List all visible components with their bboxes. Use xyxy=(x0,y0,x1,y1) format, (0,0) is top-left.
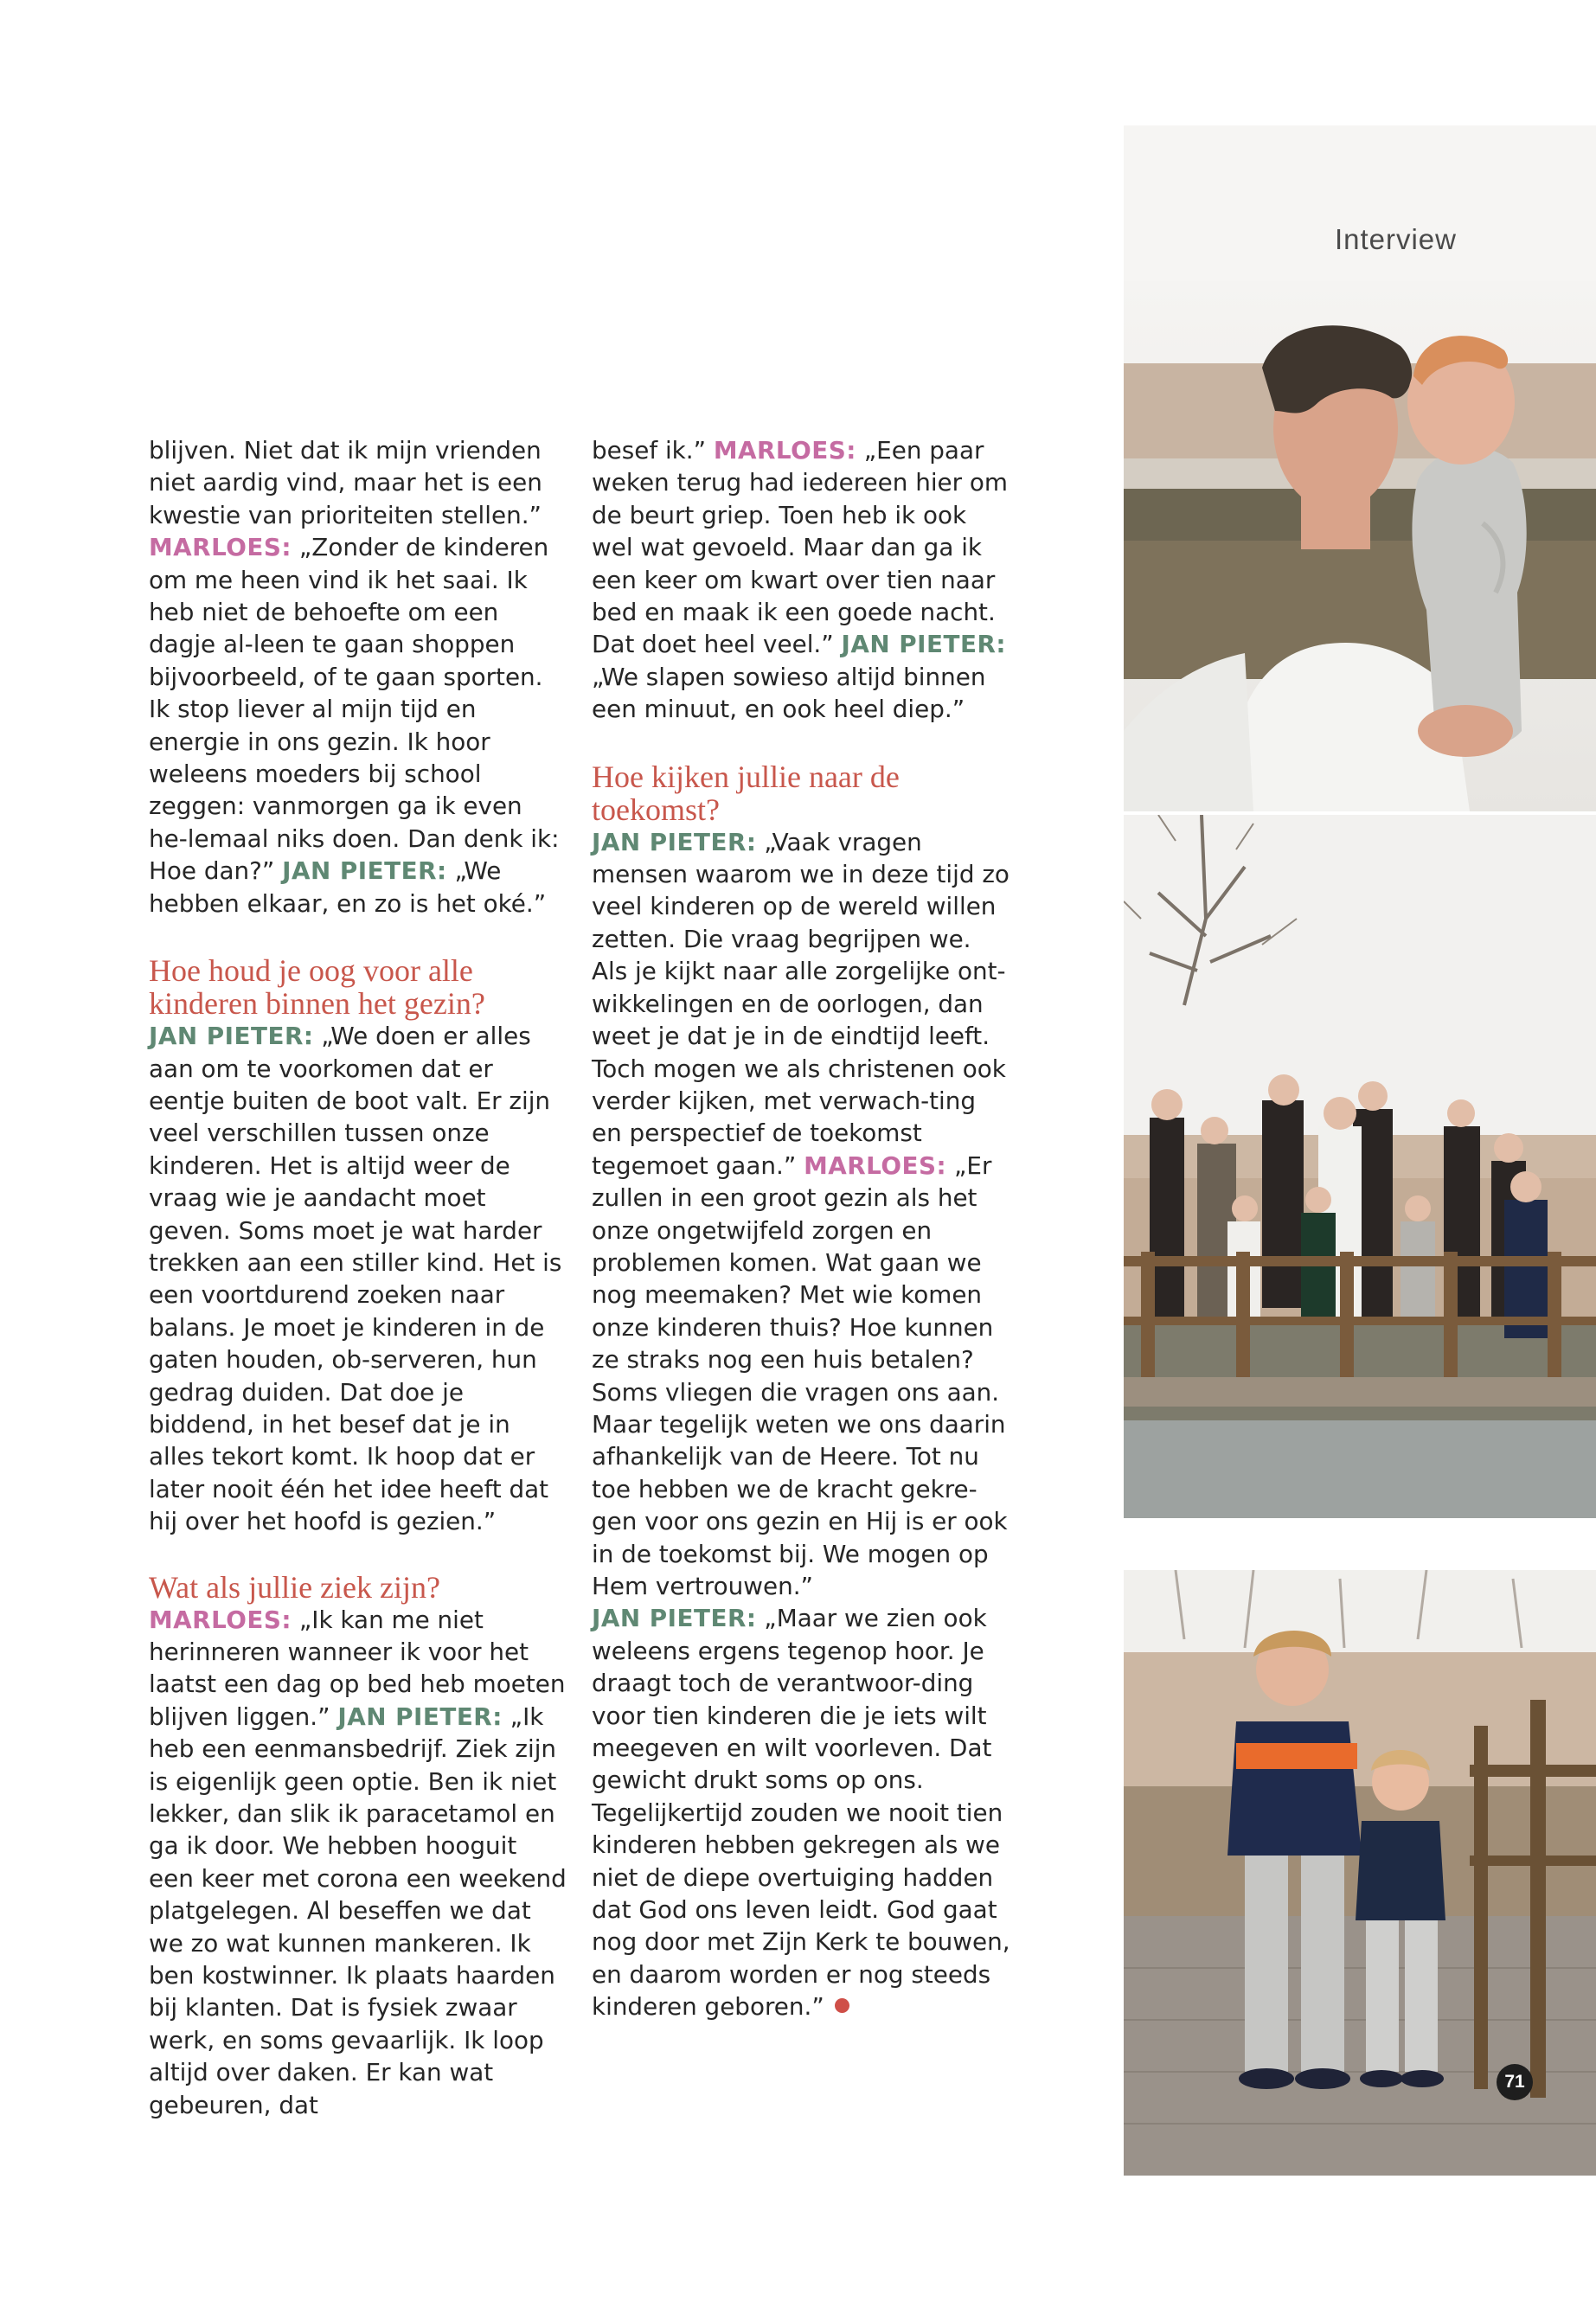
sidebar-header-background xyxy=(1124,125,1596,281)
section-label: Interview xyxy=(1334,223,1457,255)
body-text: besef ik.” xyxy=(592,436,707,465)
speaker-jan-pieter: JAN PIETER: xyxy=(592,1604,757,1633)
body-text: „Een paar weken terug had iedereen hier om de beurt griep. Toen heb ik ook wel wat gevoeld. Maar dan ga ik een keer om kwart over tien naar bed en maak ik een goede nacht. Dat doet heel veel.” xyxy=(592,436,1008,659)
body-text: „Ik kan me niet herinneren wanneer ik voor het laatst een dag op bed heb moeten blijven liggen.” xyxy=(149,1605,566,1731)
left-paragraph-3 xyxy=(149,1604,568,2122)
left-text-column xyxy=(149,434,568,2121)
right-paragraph-2 xyxy=(592,826,1011,1603)
body-text: „Ik heb een eenmansbedrijf. Ziek zijn is eigenlijk geen optie. Ben ik niet lekker, dan slik ik paracetamol en ga ik door. We hebben hooguit een keer met corona een weekend platgelegen. Al beseffen we dat we zo wat kunnen mankeren. Ik ben kostwinner. Ik plaats haarden bij klanten. Dat is fysiek zwaar werk, en soms gevaarlijk. Ik loop altijd over daken. Er kan wat gebeuren, dat xyxy=(149,1702,567,2119)
left-paragraph-1 xyxy=(149,434,568,920)
question-heading-2: Wat als jullie ziek zijn? xyxy=(149,1569,440,1605)
left-paragraph-2 xyxy=(149,1020,568,1538)
speaker-marloes: MARLOES: xyxy=(149,533,292,562)
page-number: 71 xyxy=(1497,2064,1533,2100)
end-of-article-dot-icon xyxy=(835,1998,849,2013)
right-paragraph-1 xyxy=(592,434,1011,726)
speaker-jan-pieter: JAN PIETER: xyxy=(337,1702,503,1731)
body-text: „We slapen sowieso altijd binnen een minuut, en ook heel diep.” xyxy=(592,662,986,724)
body-text: „Er zullen in een groot gezin als het onze ongetwijfeld zorgen en problemen komen. Wat gaan we nog meemaken? Met wie komen onze kinderen thuis? Hoe kunnen ze straks nog een huis betalen? Soms vliegen die vragen ons aan. Maar tegelijk weten we ons daarin afhankelijk van de Heere. Tot nu toe hebben we de kracht gekre-gen voor ons gezin en Hij is er ook in de toekomst bij. We mogen op Hem vertrouwen.” xyxy=(592,1150,1008,1600)
speaker-jan-pieter: JAN PIETER: xyxy=(282,856,447,886)
family-on-bridge-photo xyxy=(1124,815,1596,1518)
speaker-jan-pieter: JAN PIETER: xyxy=(592,827,757,856)
speaker-marloes: MARLOES: xyxy=(713,436,856,465)
right-text-column xyxy=(592,434,1011,2023)
speaker-jan-pieter: JAN PIETER: xyxy=(149,1022,314,1051)
question-heading-3: Hoe kijken jullie naar de toekomst? xyxy=(592,759,900,827)
speaker-jan-pieter: JAN PIETER: xyxy=(841,630,1006,659)
speaker-marloes: MARLOES: xyxy=(804,1150,947,1180)
right-paragraph-3 xyxy=(592,1602,1011,2022)
body-text: „Zonder de kinderen om me heen vind ik het saai. Ik heb niet de behoefte om een dagje al-leen te gaan shoppen bijvoorbeeld, of te gaan sporten. Ik stop liever al mijn tijd en energie in ons gezin. Ik hoor weleens moeders bij school zeggen: vanmorgen ga ik even he-lemaal niks doen. Dan denk ik: Hoe dan?” xyxy=(149,533,560,886)
speaker-marloes: MARLOES: xyxy=(149,1605,292,1634)
body-text: „Maar we zien ook weleens ergens tegenop hoor. Je draagt toch de verantwoor-ding voor tien kinderen die je iets wilt meegeven en wilt voorleven. Dat gewicht drukt soms op ons. Tegelijkertijd zouden we nooit tien kinderen hebben gekregen als we niet de diepe overtuiging hadden dat God ons leven leidt. God gaat nog door met Zijn Kerk te bouwen, en daarom worden er nog steeds kinderen geboren.” xyxy=(592,1604,1010,2022)
father-kissing-baby-photo xyxy=(1124,281,1596,811)
body-text: „We doen er alles aan om te voorkomen dat er eentje buiten de boot valt. Er zijn veel verschillen tussen onze kinderen. Het is altijd weer de vraag wie je aandacht moet geven. Soms moet je wat harder trekken aan een stiller kind. Het is een voortdurend zoeken naar balans. Je moet je kinderen in de gaten houden, ob-serveren, hun gedrag duiden. Dat doe je biddend, in het besef dat je in alles tekort komt. Ik hoop dat er later nooit één het idee heeft dat hij over het hoofd is gezien.” xyxy=(149,1022,562,1536)
body-text: blijven. Niet dat ik mijn vrienden niet aardig vind, maar het is een kwestie van prioriteiten stellen.” xyxy=(149,436,542,529)
body-text: „We hebben elkaar, en zo is het oké.” xyxy=(149,856,547,918)
body-text: „Vaak vragen mensen waarom we in deze tijd zo veel kinderen op de wereld willen zetten. Die vraag begrijpen we. Als je kijkt naar alle zorgelijke ont-wikkelingen en de oorlogen, dan weet je dat je in de eindtijd leeft. Toch mogen we als christenen ook verder kijken, met verwach-ting en perspectief de toekomst tegemoet gaan.” xyxy=(592,827,1010,1180)
question-heading-1: Hoe houd je oog voor alle kinderen binnen het gezin? xyxy=(149,953,485,1022)
